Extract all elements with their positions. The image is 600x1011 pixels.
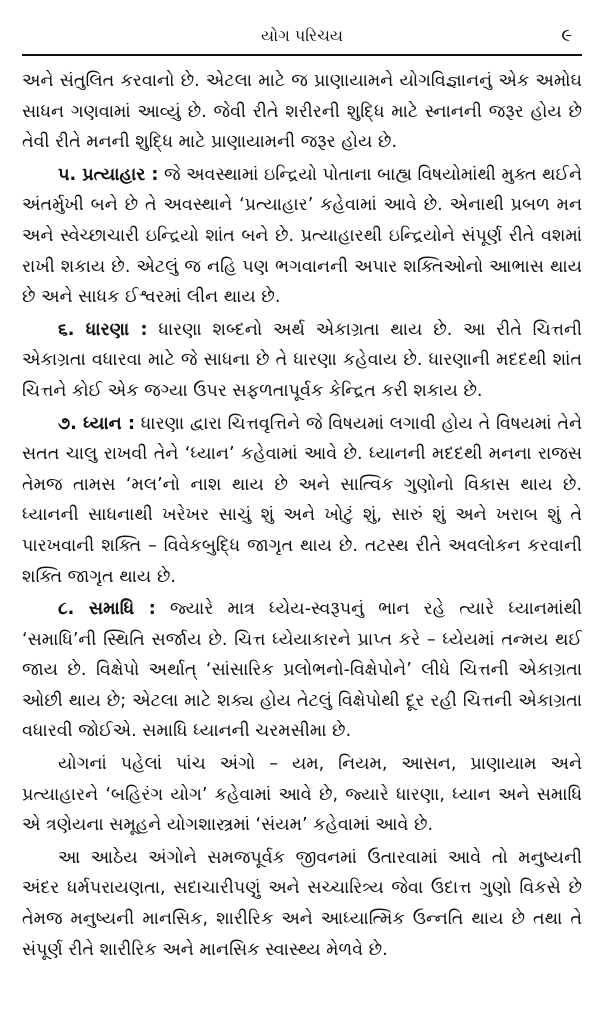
section-heading: ૭. ધ્યાન :: [58, 413, 136, 434]
section-heading: ૫. પ્રત્યાહાર :: [58, 164, 159, 185]
paragraph-conclusion: [22, 843, 582, 965]
paragraph-text: યોગનાં પહેલાં પાંચ અંગો – યમ, નિયમ, આસન, પ્રાણાયામ અને પ્રત્યાહારને ‘બહિરંગ યોગ’ કહેવામાં આવે છે, જ્યારે ધારણા, ધ્યાન અને સમાધિ એ ત્રણેયના સમૂહને યોગશાસ્ત્રમાં ‘સંયમ’ કહેવામાં આવે છે.: [22, 754, 582, 836]
paragraph-1: [22, 66, 582, 158]
paragraph-text: ધારણા દ્વારા ચિત્તવૃત્તિને જે વિષયમાં લગાવી હોય તે વિષયમાં તેને સતત ચાલુ રાખવી તેને ‘ધ્યાન’ કહેવામાં આવે છે. ધ્યાનની મદદથી મનના રાજસ તેમજ તામસ ‘મલ’નો નાશ થાય છે અને સાત્વિક ગુણોનો વિકાસ થાય છે. ધ્યાનની સાધનાથી ખરેખર સાચું શું અને ખોટું શું, સારું શું અને ખરાબ શું તે પારખવાની શક્તિ – વિવેકબુદ્ધિ જાગૃત થાય છે. તટસ્થ રીતે અવલોકન કરવાની શક્તિ જાગૃત થાય છે.: [22, 413, 582, 587]
page-header: [22, 24, 582, 48]
header-rule: [22, 54, 582, 56]
paragraph-samadhi: [22, 594, 582, 747]
page-number: ૯: [561, 25, 572, 46]
paragraph-bahiranga: [22, 749, 582, 841]
paragraph-pratyahara: [22, 160, 582, 313]
paragraph-text: ધારણા શબ્દનો અર્થ એકાગ્રતા થાય છે. આ રીતે ચિત્તની એકાગ્રતા વધારવા માટે જે સાધના છે તે ધારણા કહેવાય છે. ધારણાની મદદથી શાંત ચિત્તને કોઈ એક જગ્યા ઉપર સફળતાપૂર્વક કેન્દ્રિત કરી શકાય છે.: [22, 319, 582, 401]
paragraph-text: જે અવસ્થામાં ઇન્દ્રિયો પોતાના બાહ્ય વિષયોમાંથી મુક્ત થઈને અંતર્મુખી બને છે તે અવસ્થાને ‘પ્રત્યાહાર’ કહેવામાં આવે છે. એનાથી પ્રબળ મન અને સ્વેચ્છાચારી ઇન્દ્રિયો શાંત બને છે. પ્રત્યાહારથી ઇન્દ્રિયોને સંપૂર્ણ રીતે વશમાં રાખી શકાય છે. એટલું જ નહિ પણ ભગવાનની અપાર શક્તિઓનો આભાસ થાય છે અને સાધક ઈશ્વરમાં લીન થાય છે.: [22, 164, 582, 308]
paragraph-text: આ આઠેય અંગોને સમજપૂર્વક જીવનમાં ઉતારવામાં આવે તો મનુષ્યની અંદર ધર્મપરાયણતા, સદાચારીપણું અને સચ્ચારિત્ર્ય જેવા ઉદાત્ત ગુણો વિકસે છે તેમજ મનુષ્યની માનસિક, શારીરિક અને આધ્યાત્મિક ઉન્નતિ થાય છે તથા તે સંપૂર્ણ રીતે શારીરિક અને માનસિક સ્વાસ્થ્ય મેળવે છે.: [22, 847, 582, 960]
section-heading: ૮. સમાધિ :: [58, 599, 156, 620]
paragraph-text: અને સંતુલિત કરવાનો છે. એટલા માટે જ પ્રાણાયામને યોગવિજ્ઞાનનું એક અમોઘ સાધન ગણવામાં આવ્યું છે. જેવી રીતે શરીરની શુદ્ધિ માટે સ્નાનની જરૂર હોય છે તેવી રીતે મનની શુદ્ધિ માટે પ્રાણાયામની જરૂર હોય છે.: [22, 71, 582, 153]
section-heading: ૬. ધારણા :: [58, 319, 148, 340]
body-text: [22, 66, 582, 965]
running-title: યોગ પરિચય: [260, 26, 344, 45]
paragraph-dhyana: [22, 409, 582, 593]
paragraph-dharana: [22, 315, 582, 407]
paragraph-text: જ્યારે માત્ર ધ્યેય-સ્વરૂપનું ભાન રહે ત્યારે ધ્યાનમાંથી ‘સમાધિ’ની સ્થિતિ સર્જાય છે. ચિત્ત ધ્યેયાકારને પ્રાપ્ત કરે – ધ્યેયમાં તન્મય થઈ જાય છે. વિક્ષેપો અર્થાત્ ‘સાંસારિક પ્રલોભનો-વિક્ષેપોને’ લીધે ચિત્તની એકાગ્રતા ઓછી થાય છે; એટલા માટે શક્ય હોય તેટલું વિક્ષેપોથી દૂર રહી ચિત્તની એકાગ્રતા વધારવી જોઈએ. સમાધિ ધ્યાનની ચરમસીમા છે.: [22, 599, 582, 742]
